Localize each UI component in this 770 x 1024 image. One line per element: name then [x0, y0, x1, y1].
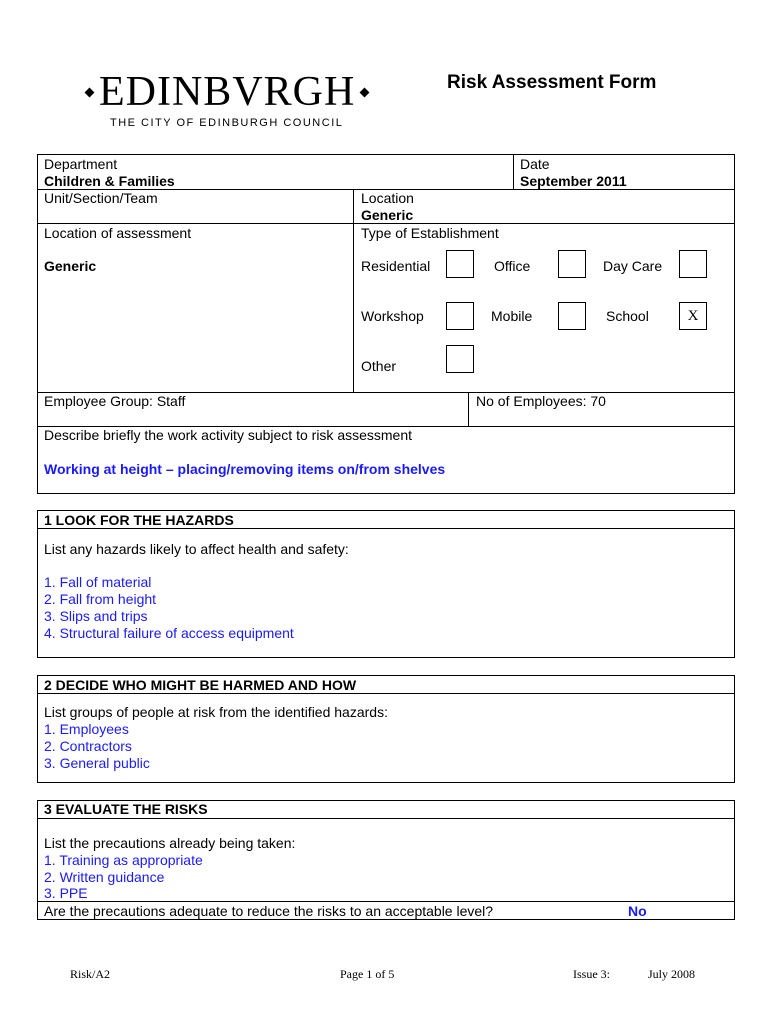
location-label: Location [361, 190, 414, 206]
department-label: Department [44, 156, 118, 172]
no-of-employees: No of Employees: 70 [476, 393, 606, 409]
list-item: 3. General public [44, 755, 150, 771]
diamond-icon [360, 87, 370, 97]
list-item: 1. Employees [44, 721, 129, 737]
list-item: 1. Fall of material [44, 574, 152, 590]
checkbox-workshop[interactable] [446, 302, 474, 330]
checkbox-residential[interactable] [446, 250, 474, 278]
list-item: 1. Training as appropriate [44, 852, 203, 868]
adequacy-answer: No [628, 903, 647, 919]
option-school-label: School [606, 308, 649, 324]
page-title: Risk Assessment Form [447, 72, 657, 93]
section1-prompt: List any hazards likely to affect health and safety: [44, 541, 349, 557]
adequacy-question: Are the precautions adequate to reduce the risks to an acceptable level? [44, 903, 494, 919]
section2-prompt: List groups of people at risk from the identified hazards: [44, 704, 388, 720]
diamond-icon [85, 87, 95, 97]
section3-heading: 3 EVALUATE THE RISKS [44, 801, 208, 817]
section2-heading: 2 DECIDE WHO MIGHT BE HARMED AND HOW [44, 677, 357, 693]
list-item: 2. Contractors [44, 738, 132, 754]
list-item: 4. Structural failure of access equipment [44, 625, 294, 641]
checkbox-mobile[interactable] [558, 302, 586, 330]
unit-label: Unit/Section/Team [44, 190, 158, 206]
checkbox-office[interactable] [558, 250, 586, 278]
list-item: 3. PPE [44, 885, 88, 901]
logo-subtitle: THE CITY OF EDINBURGH COUNCIL [110, 117, 344, 129]
section3-prompt: List the precautions already being taken: [44, 835, 296, 851]
location-value: Generic [361, 207, 414, 223]
location-assessment-label: Location of assessment [44, 225, 192, 241]
option-office-label: Office [494, 258, 531, 274]
footer-issue: Issue 3: [573, 967, 610, 981]
option-workshop-label: Workshop [361, 308, 424, 324]
location-assessment-value: Generic [44, 258, 97, 274]
council-logo [80, 68, 374, 116]
section1-heading: 1 LOOK FOR THE HAZARDS [44, 512, 234, 528]
date-label: Date [520, 156, 550, 172]
option-day-care-label: Day Care [603, 258, 663, 274]
establishment-label: Type of Establishment [361, 225, 499, 241]
department-value: Children & Families [44, 173, 175, 189]
activity-value: Working at height – placing/removing items on/from shelves [44, 461, 446, 477]
checkbox-school[interactable]: X [679, 302, 707, 330]
footer-date: July 2008 [648, 967, 696, 981]
checkbox-other[interactable] [446, 345, 474, 373]
footer-ref: Risk/A2 [70, 967, 111, 981]
activity-label: Describe briefly the work activity subject to risk assessment [44, 427, 413, 443]
option-other-label: Other [361, 358, 397, 374]
checkbox-day-care[interactable] [679, 250, 707, 278]
list-item: 2. Written guidance [44, 869, 165, 885]
option-residential-label: Residential [361, 258, 431, 274]
option-mobile-label: Mobile [491, 308, 533, 324]
footer-page: Page 1 of 5 [340, 967, 395, 981]
date-value: September 2011 [520, 173, 627, 189]
list-item: 3. Slips and trips [44, 608, 148, 624]
logo-text: EDINBVRGH [99, 69, 356, 115]
employee-group: Employee Group: Staff [44, 393, 186, 409]
list-item: 2. Fall from height [44, 591, 157, 607]
